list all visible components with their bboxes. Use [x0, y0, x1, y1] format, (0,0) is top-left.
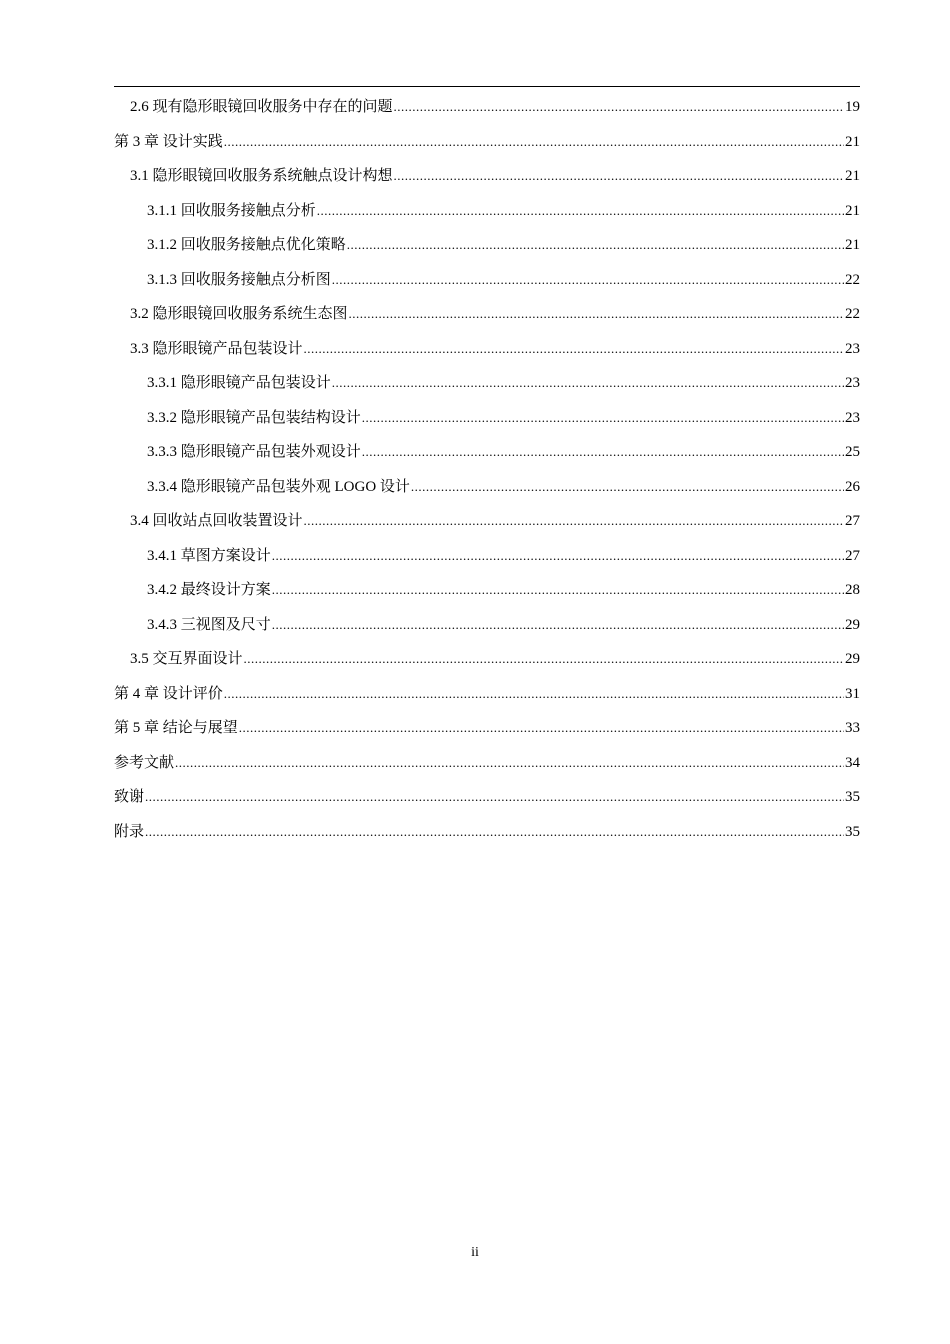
toc-entry-page: 21 [845, 202, 860, 219]
toc-entry-page: 35 [845, 823, 860, 840]
toc-entry[interactable] [114, 642, 860, 677]
toc-entry-title: 参考文献 [114, 754, 175, 771]
toc-dot-leader [239, 711, 844, 746]
toc-entry-title: 3.3.2 隐形眼镜产品包装结构设计 [147, 409, 361, 426]
toc-entry[interactable] [114, 435, 860, 470]
toc-entry-title: 3.2 隐形眼镜回收服务系统生态图 [130, 306, 348, 322]
toc-entry[interactable] [114, 746, 860, 781]
toc-dot-leader [272, 608, 844, 643]
toc-dot-leader [244, 642, 844, 677]
toc-entry-title: 第 3 章 设计实践 [114, 133, 223, 150]
toc-entry-page: 21 [845, 133, 860, 150]
toc-entry-page: 29 [845, 616, 860, 633]
toc-dot-leader [272, 573, 844, 608]
toc-entry[interactable] [114, 332, 860, 367]
toc-entry[interactable] [114, 125, 860, 160]
toc-entry-page: 28 [845, 582, 860, 598]
toc-entry-page: 25 [845, 444, 860, 460]
toc-dot-leader [175, 746, 844, 781]
toc-entry[interactable] [114, 815, 860, 850]
toc-dot-leader [304, 332, 844, 367]
toc-dot-leader [349, 297, 844, 332]
toc-entry-title: 3.5 交互界面设计 [130, 651, 243, 667]
toc-entry-page: 27 [845, 513, 860, 529]
toc-dot-leader [362, 401, 844, 436]
toc-entry-page: 19 [845, 99, 860, 115]
toc-dot-leader [224, 125, 844, 160]
toc-dot-leader [411, 470, 844, 505]
toc-dot-leader [145, 815, 844, 850]
toc-entry-page: 21 [845, 237, 860, 253]
header-rule [114, 86, 860, 87]
toc-dot-leader [394, 159, 844, 194]
toc-entry[interactable] [114, 780, 860, 815]
toc-entry-page: 22 [845, 271, 860, 288]
toc-entry-page: 31 [845, 685, 860, 702]
toc-entry-page: 35 [845, 789, 860, 805]
toc-dot-leader [145, 780, 844, 815]
toc-entry[interactable] [114, 159, 860, 194]
toc-dot-leader [317, 194, 844, 229]
toc-entry-page: 21 [845, 168, 860, 184]
toc-entry-title: 3.4.1 草图方案设计 [147, 547, 271, 564]
toc-dot-leader [347, 228, 844, 263]
toc-entry[interactable] [114, 194, 860, 229]
toc-dot-leader [332, 263, 844, 298]
toc-entry[interactable] [114, 228, 860, 263]
toc-entry-title: 3.4.3 三视图及尺寸 [147, 616, 271, 633]
toc-entry-title: 3.1.1 回收服务接触点分析 [147, 202, 316, 219]
toc-entry-title: 3.3 隐形眼镜产品包装设计 [130, 340, 303, 357]
page-number: ii [471, 1245, 479, 1260]
toc-entry[interactable] [114, 677, 860, 712]
toc-entry-title: 2.6 现有隐形眼镜回收服务中存在的问题 [130, 99, 393, 115]
toc-entry[interactable] [114, 366, 860, 401]
toc-entry-title: 附录 [114, 823, 145, 840]
toc-entry-page: 33 [845, 720, 860, 736]
toc-entry-page: 26 [845, 478, 860, 495]
toc-entry-title: 3.4.2 最终设计方案 [147, 582, 271, 598]
toc-entry-title: 3.1.3 回收服务接触点分析图 [147, 271, 331, 288]
toc-entry[interactable] [114, 263, 860, 298]
toc-entry[interactable] [114, 573, 860, 608]
toc-entry[interactable] [114, 504, 860, 539]
toc-entry-title: 3.3.3 隐形眼镜产品包装外观设计 [147, 444, 361, 460]
table-of-contents [114, 90, 860, 849]
toc-entry-title: 3.1 隐形眼镜回收服务系统触点设计构想 [130, 168, 393, 184]
toc-entry[interactable] [114, 90, 860, 125]
toc-entry-page: 23 [845, 375, 860, 391]
toc-dot-leader [332, 366, 844, 401]
toc-entry-title: 致谢 [114, 789, 145, 805]
toc-entry-page: 34 [845, 754, 860, 771]
toc-entry-title: 3.3.4 隐形眼镜产品包装外观 LOGO 设计 [147, 478, 410, 495]
toc-dot-leader [272, 539, 844, 574]
toc-entry-page: 23 [845, 340, 860, 357]
toc-entry-page: 29 [845, 651, 860, 667]
toc-entry-page: 22 [845, 306, 860, 322]
toc-entry-page: 27 [845, 547, 860, 564]
toc-dot-leader [304, 504, 844, 539]
toc-dot-leader [362, 435, 844, 470]
toc-entry-title: 3.3.1 隐形眼镜产品包装设计 [147, 375, 331, 391]
toc-entry[interactable] [114, 401, 860, 436]
toc-entry-title: 3.1.2 回收服务接触点优化策略 [147, 237, 346, 253]
toc-entry-page: 23 [845, 409, 860, 426]
toc-entry-title: 3.4 回收站点回收装置设计 [130, 513, 303, 529]
toc-entry[interactable] [114, 608, 860, 643]
toc-entry[interactable] [114, 711, 860, 746]
toc-dot-leader [394, 90, 844, 125]
toc-entry[interactable] [114, 539, 860, 574]
toc-dot-leader [224, 677, 844, 712]
toc-entry-title: 第 4 章 设计评价 [114, 685, 223, 702]
toc-entry-title: 第 5 章 结论与展望 [114, 720, 238, 736]
toc-entry[interactable] [114, 297, 860, 332]
toc-entry[interactable] [114, 470, 860, 505]
